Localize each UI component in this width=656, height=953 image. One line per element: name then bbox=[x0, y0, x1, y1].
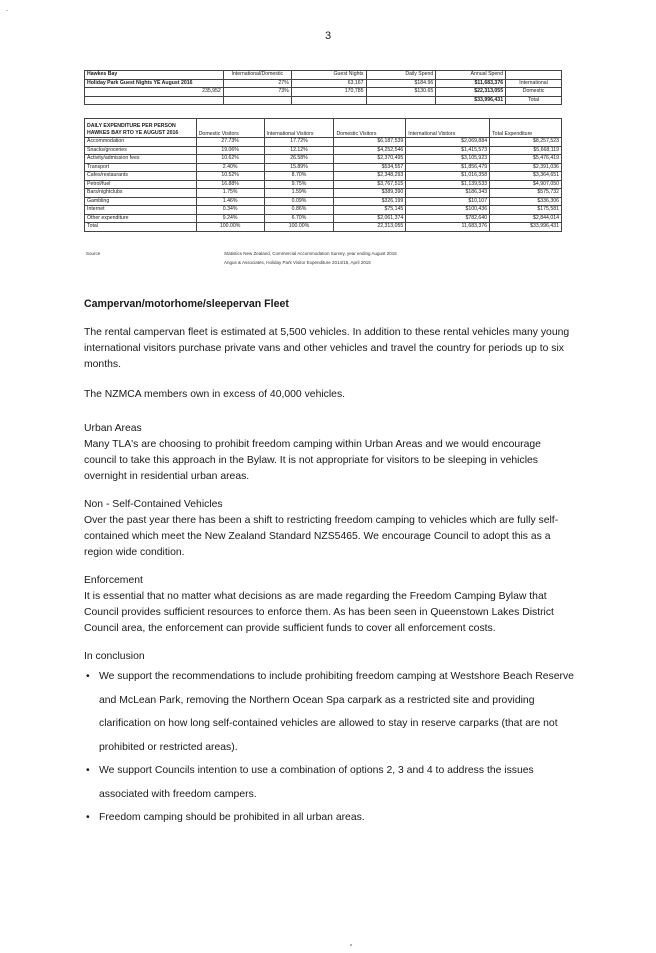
table-cell: 1.46% bbox=[196, 197, 264, 206]
list-item bbox=[84, 665, 574, 759]
table-cell: $175,581 bbox=[490, 206, 562, 215]
table-cell: 0.09% bbox=[264, 197, 334, 206]
table-cell bbox=[223, 96, 291, 105]
table-cell: Total bbox=[85, 223, 197, 232]
table-cell bbox=[291, 96, 366, 105]
section-heading: In conclusion bbox=[84, 651, 145, 662]
table-cell: 235,952 bbox=[85, 88, 224, 97]
table-row bbox=[85, 163, 562, 172]
scan-speck bbox=[350, 944, 352, 946]
table-cell: $3,767,515 bbox=[334, 180, 406, 189]
bullet-icon: • bbox=[86, 671, 90, 682]
table-cell: 17.72% bbox=[264, 138, 334, 147]
enforcement-section bbox=[84, 573, 574, 637]
table-row bbox=[85, 172, 562, 181]
table-cell: 11,683,376 bbox=[406, 223, 490, 232]
table-cell: Total bbox=[506, 96, 562, 105]
table-row bbox=[85, 79, 562, 88]
table-cell: Accommodation bbox=[85, 138, 197, 147]
table-header-cell: International Visitors bbox=[406, 119, 490, 138]
table-cell: Daily Spend bbox=[366, 71, 436, 80]
bullet-icon: • bbox=[86, 812, 90, 823]
table-cell: International bbox=[506, 79, 562, 88]
table-cell: Cafes/restaurants bbox=[85, 172, 197, 181]
table-cell: Hawkes Bay bbox=[85, 71, 224, 80]
table-cell: 27% bbox=[223, 79, 291, 88]
table-cell: $3,105,923 bbox=[406, 155, 490, 164]
table-cell: 9.24% bbox=[196, 214, 264, 223]
document-body bbox=[84, 296, 574, 830]
section-text: It is essential that no matter what decisions as are made regarding the Freedom Camping Bylaw that Council provides sufficient resources to enforce them. As has been seen in Queenstown Lakes District Council area, the enforcement can provide sufficient funds to cover all enforcement costs. bbox=[84, 591, 554, 634]
table-cell: $8,257,523 bbox=[490, 138, 562, 147]
table-row bbox=[85, 197, 562, 206]
table-cell: 10.52% bbox=[196, 172, 264, 181]
table-cell: $389,390 bbox=[334, 189, 406, 198]
table-row bbox=[85, 223, 562, 232]
table-cell: $2,061,374 bbox=[334, 214, 406, 223]
table-cell: 100.00% bbox=[264, 223, 334, 232]
source-line: Statistics New Zealand, Commercial Accommodation Survey, year ending August 2016 bbox=[224, 251, 397, 256]
table-row bbox=[85, 214, 562, 223]
table-cell: 1.59% bbox=[264, 189, 334, 198]
table-cell: 8.70% bbox=[264, 172, 334, 181]
page-number: 3 bbox=[324, 30, 332, 42]
table-cell: $75,145 bbox=[334, 206, 406, 215]
guest-nights-table bbox=[84, 70, 562, 105]
table-cell: $10,107 bbox=[406, 197, 490, 206]
table-cell: Bars/nightclubs bbox=[85, 189, 197, 198]
table-cell: $6,187,539 bbox=[334, 138, 406, 147]
table-cell: $5,476,419 bbox=[490, 155, 562, 164]
source-lines bbox=[224, 250, 397, 267]
daily-expenditure-table bbox=[84, 118, 562, 232]
table-cell: $184.96 bbox=[366, 79, 436, 88]
corner-mark: . bbox=[6, 4, 9, 13]
table-cell: $4,907,050 bbox=[490, 180, 562, 189]
urban-areas-section bbox=[84, 421, 574, 485]
table-cell: 9.75% bbox=[264, 180, 334, 189]
table-cell: $1,016,358 bbox=[406, 172, 490, 181]
table-cell: 27.73% bbox=[196, 138, 264, 147]
table-cell: $2,370,495 bbox=[334, 155, 406, 164]
table-cell: $11,683,376 bbox=[436, 79, 506, 88]
table-cell: $33,996,431 bbox=[436, 96, 506, 105]
table-cell: $1,139,533 bbox=[406, 180, 490, 189]
table-cell: $186,343 bbox=[406, 189, 490, 198]
non-self-contained-section bbox=[84, 497, 574, 561]
table-cell: 100.00% bbox=[196, 223, 264, 232]
table-cell: $130.65 bbox=[366, 88, 436, 97]
table-cell: $2,844,014 bbox=[490, 214, 562, 223]
table-cell: 0.86% bbox=[264, 206, 334, 215]
table-cell: Domestic bbox=[506, 88, 562, 97]
source-line: Angus & Associates, Holiday Park Visitor Expenditure 2014/15, April 2015 bbox=[224, 259, 371, 265]
table-cell: 0.34% bbox=[196, 206, 264, 215]
table-row bbox=[85, 138, 562, 147]
table-cell: Guest Nights bbox=[291, 71, 366, 80]
table-row bbox=[85, 96, 562, 105]
list-item bbox=[84, 806, 574, 830]
table-cell: Snacks/groceries bbox=[85, 146, 197, 155]
table-cell: Other expenditure bbox=[85, 214, 197, 223]
table-cell: Internet bbox=[85, 206, 197, 215]
table-row bbox=[85, 146, 562, 155]
table-cell: 6.70% bbox=[264, 214, 334, 223]
table-header-row bbox=[85, 119, 562, 138]
section-heading: Urban Areas bbox=[84, 423, 142, 434]
list-item bbox=[84, 759, 574, 806]
bullet-icon: • bbox=[86, 765, 90, 776]
table-cell: 12.12% bbox=[264, 146, 334, 155]
section-text: Over the past year there has been a shift to restricting freedom camping to vehicles which are fully self-contained which meet the New Zealand Standard NZS5465. We encourage Council to adopt this as a region wide condition. bbox=[84, 515, 559, 558]
table-header-cell: Total Expenditure bbox=[490, 119, 562, 138]
table-row bbox=[85, 71, 562, 80]
table-cell: $1,856,479 bbox=[406, 163, 490, 172]
section-title: Campervan/motorhome/sleepervan Fleet bbox=[84, 298, 289, 310]
table-cell: $2,391,036 bbox=[490, 163, 562, 172]
source-label: Source bbox=[86, 251, 101, 256]
table-cell: 1.75% bbox=[196, 189, 264, 198]
table-cell: 170,785 bbox=[291, 88, 366, 97]
table-cell: Gambling bbox=[85, 197, 197, 206]
table-cell: Activity/admission fees bbox=[85, 155, 197, 164]
table-row bbox=[85, 155, 562, 164]
table-cell: $2,348,293 bbox=[334, 172, 406, 181]
table-cell: International/Domestic bbox=[223, 71, 291, 80]
table-cell bbox=[85, 96, 224, 105]
table-cell: 22,313,055 bbox=[334, 223, 406, 232]
table-cell: 15.89% bbox=[264, 163, 334, 172]
paragraph: The NZMCA members own in excess of 40,000 vehicles. bbox=[84, 389, 346, 400]
table-cell: $2,069,884 bbox=[406, 138, 490, 147]
list-item-text: Freedom camping should be prohibited in all urban areas. bbox=[99, 812, 365, 823]
table-header-cell: International Visitors bbox=[264, 119, 334, 138]
table-cell: $575,732 bbox=[490, 189, 562, 198]
table-row bbox=[85, 189, 562, 198]
table-cell: 2.40% bbox=[196, 163, 264, 172]
table-cell: $782,640 bbox=[406, 214, 490, 223]
table-cell bbox=[506, 71, 562, 80]
table-cell: Annual Spend bbox=[436, 71, 506, 80]
section-heading: Enforcement bbox=[84, 575, 143, 586]
table-cell: Holiday Park Guest Nights YE August 2016 bbox=[85, 79, 224, 88]
table-cell: $33,996,431 bbox=[490, 223, 562, 232]
table-cell: $326,199 bbox=[334, 197, 406, 206]
table-header-cell: Domestic Visitors bbox=[196, 119, 264, 138]
table-cell: Transport bbox=[85, 163, 197, 172]
table-cell: 10.62% bbox=[196, 155, 264, 164]
table-cell: 63,167 bbox=[291, 79, 366, 88]
section-text: Many TLA's are choosing to prohibit freedom camping within Urban Areas and we would encourage council to take this approach in the Bylaw. It is not appropriate for visitors to be sleeping in vehicles overnight in residential urban areas. bbox=[84, 439, 541, 482]
table-cell: 19.06% bbox=[196, 146, 264, 155]
table-row bbox=[85, 88, 562, 97]
list-item-text: We support Councils intention to use a combination of options 2, 3 and 4 to address the issues associated with freedom campers. bbox=[99, 765, 534, 800]
table-cell: 26.58% bbox=[264, 155, 334, 164]
table-cell: $336,306 bbox=[490, 197, 562, 206]
table-cell bbox=[366, 96, 436, 105]
table-cell: $5,668,119 bbox=[490, 146, 562, 155]
list-item-text: We support the recommendations to include prohibiting freedom camping at Westshore Beach Reserve and McLean Park, removing the Northern Ocean Spa carpark as a restricted site and providing clarification on how long self-contained vehicles are allowed to stay in reserve carparks (that are not prohibited or restricted areas). bbox=[99, 671, 574, 753]
paragraph: The rental campervan fleet is estimated at 5,500 vehicles. In addition to these rental vehicles many young international visitors purchase private vans and other vehicles and travel the country for periods up to six months. bbox=[84, 327, 570, 370]
table-cell: $4,252,546 bbox=[334, 146, 406, 155]
table-cell: $534,557 bbox=[334, 163, 406, 172]
table-body bbox=[85, 138, 562, 232]
conclusion-list bbox=[84, 665, 574, 830]
table-header-cell: Domestic Visitors bbox=[334, 119, 406, 138]
table-cell: 73% bbox=[223, 88, 291, 97]
conclusion-section bbox=[84, 649, 574, 830]
table-row bbox=[85, 180, 562, 189]
table-cell: Petrol/fuel bbox=[85, 180, 197, 189]
table-row bbox=[85, 206, 562, 215]
table-cell: $22,313,055 bbox=[436, 88, 506, 97]
table-cell: $3,364,651 bbox=[490, 172, 562, 181]
section-heading: Non - Self-Contained Vehicles bbox=[84, 499, 223, 510]
table-cell: $1,415,573 bbox=[406, 146, 490, 155]
table-header-cell: DAILY EXPENDITURE PER PERSON HAWKES BAY RTO YE AUGUST 2016 bbox=[85, 119, 197, 138]
table-cell: 16.88% bbox=[196, 180, 264, 189]
table-cell: $100,436 bbox=[406, 206, 490, 215]
